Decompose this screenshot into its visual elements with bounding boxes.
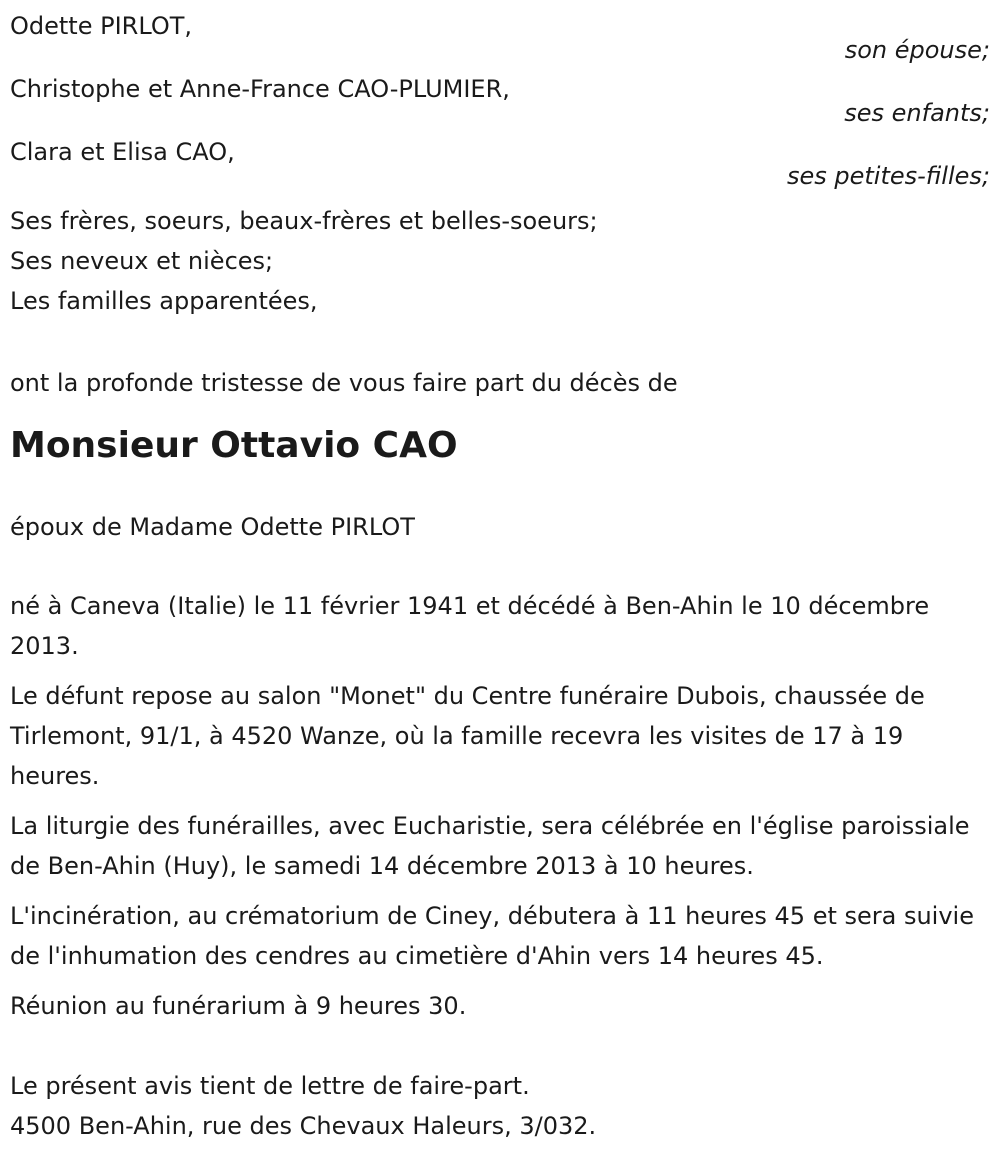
family-list: [10, 0, 990, 199]
relatives-line: Ses frères, soeurs, beaux-frères et belles-soeurs;: [10, 207, 598, 235]
relatives-list: [10, 201, 990, 321]
spouse-line: époux de Madame Odette PIRLOT: [10, 513, 415, 541]
closing-section: [10, 1066, 990, 1146]
reunion-paragraph: Réunion au funérarium à 9 heures 30.: [10, 992, 467, 1020]
birth-death-paragraph: né à Caneva (Italie) le 11 février 1941 et décédé à Ben-Ahin le 10 décembre 2013.: [10, 592, 930, 660]
family-entry-spouse: [10, 10, 990, 73]
closing-note: Le présent avis tient de lettre de faire-part.: [10, 1072, 530, 1100]
relatives-line: Ses neveux et nièces;: [10, 247, 274, 275]
family-relation: son épouse;: [844, 36, 990, 64]
deceased-name: Monsieur Ottavio CAO: [10, 425, 458, 466]
family-relation: ses petites-filles;: [786, 162, 990, 190]
cremation-paragraph: L'incinération, au crématorium de Ciney, débutera à 11 heures 45 et sera suivie de l'inhumation des cendres au cimetière d'Ahin vers 14 heures 45.: [10, 902, 974, 970]
family-address: 4500 Ben-Ahin, rue des Chevaux Haleurs, 3/032.: [10, 1112, 597, 1140]
family-member-name: Christophe et Anne-France CAO-PLUMIER,: [10, 75, 510, 103]
announcement-intro: ont la profonde tristesse de vous faire part du décès de: [10, 369, 678, 397]
details-section: [10, 586, 990, 1026]
visitation-paragraph: Le défunt repose au salon "Monet" du Centre funéraire Dubois, chaussée de Tirlemont, 91/1, à 4520 Wanze, où la famille recevra les visites de 17 à 19 heures.: [10, 682, 925, 790]
family-entry-grandchildren: [10, 136, 990, 199]
family-member-name: Clara et Elisa CAO,: [10, 138, 235, 166]
family-relation: ses enfants;: [844, 99, 990, 127]
family-entry-children: [10, 73, 990, 136]
liturgy-paragraph: La liturgie des funérailles, avec Eucharistie, sera célébrée en l'église paroissiale de Ben-Ahin (Huy), le samedi 14 décembre 2013 à 10 heures.: [10, 812, 970, 880]
family-member-name: Odette PIRLOT,: [10, 12, 193, 40]
relatives-line: Les familles apparentées,: [10, 287, 318, 315]
